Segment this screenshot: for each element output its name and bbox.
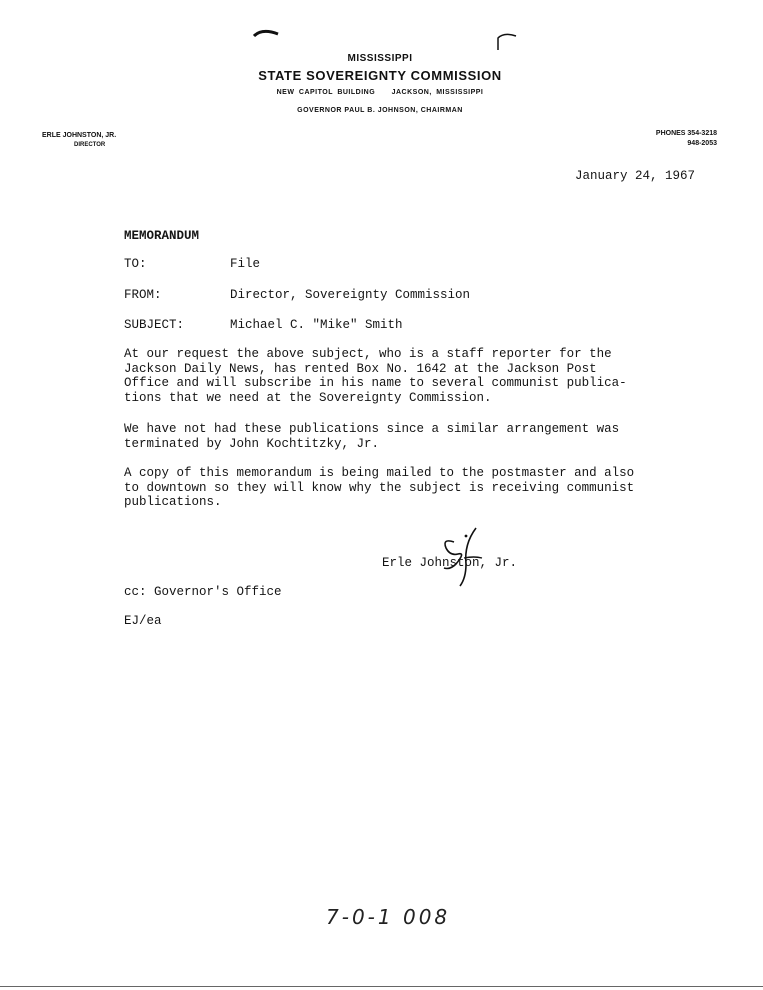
body-paragraph-1: At our request the above subject, who is a staff reporter for the Jackson Daily News, has rented Box No. 1642 at the Jackson Post Office and will subscribe in his name to several communist publica- tions that we need at the Sovereignty Commission.	[124, 347, 627, 405]
corner-mark-right	[494, 30, 520, 52]
letterhead-governor: GOVERNOR PAUL B. JOHNSON, CHAIRMAN	[297, 107, 463, 114]
from-label: FROM:	[124, 288, 162, 302]
letterhead-director-title: DIRECTOR	[74, 142, 106, 148]
letterhead-state: MISSISSIPPI	[347, 53, 413, 64]
phone-primary: PHONES 354-3218	[655, 130, 717, 137]
subject-label: SUBJECT:	[124, 318, 185, 332]
memo-date: January 24, 1967	[575, 169, 696, 183]
body-paragraph-3: A copy of this memorandum is being mailed to the postmaster and also to downtown so they will know why the subject is receiving communist publications.	[124, 466, 635, 510]
memo-title: MEMORANDUM	[124, 229, 200, 243]
typist-initials: EJ/ea	[124, 614, 162, 628]
letterhead-building: NEW CAPITOL BUILDING	[276, 89, 376, 96]
letterhead-address	[220, 89, 540, 96]
phone-secondary: 948-2053	[687, 140, 717, 147]
page-bottom-edge	[0, 986, 763, 987]
letterhead-phones	[656, 129, 717, 149]
subject-value: Michael C. "Mike" Smith	[230, 318, 403, 332]
body-paragraph-2: We have not had these publications since a similar arrangement was terminated by John Kochtitzky, Jr.	[124, 422, 620, 451]
letterhead-director-name: ERLE JOHNSTON, JR.	[42, 132, 117, 139]
corner-mark-left	[252, 26, 282, 40]
handwritten-file-number: 7-0-1 008	[326, 905, 451, 929]
cc-line: cc: Governor's Office	[124, 585, 282, 599]
signature-name: Erle Johnston, Jr.	[382, 556, 518, 570]
to-value: File	[230, 257, 261, 271]
letterhead-city: JACKSON, MISSISSIPPI	[391, 89, 484, 96]
from-value: Director, Sovereignty Commission	[230, 288, 471, 302]
to-label: TO:	[124, 257, 147, 271]
letterhead-commission: STATE SOVEREIGNTY COMMISSION	[258, 68, 502, 83]
